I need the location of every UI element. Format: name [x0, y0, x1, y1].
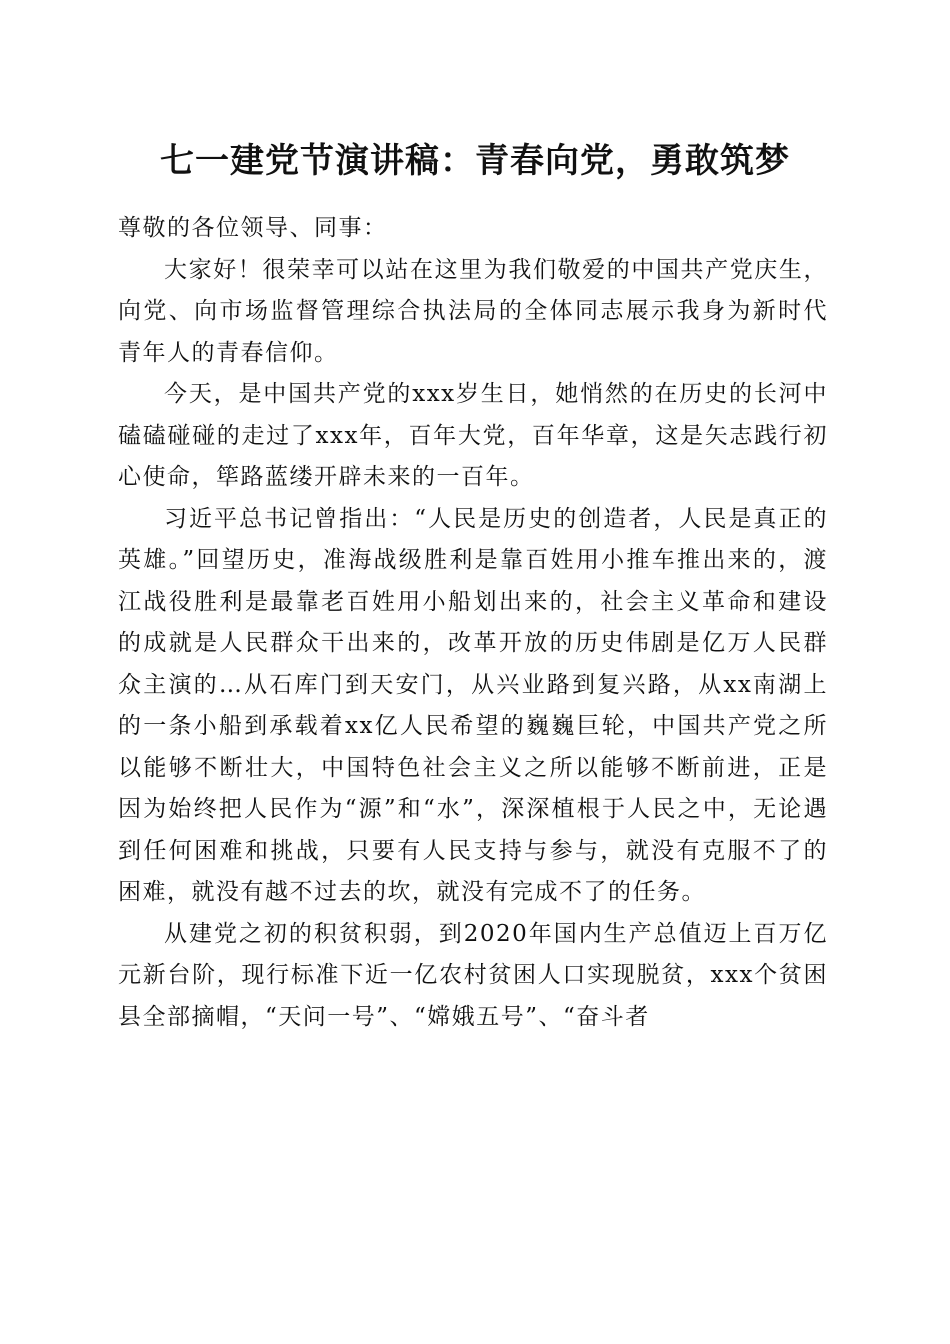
salutation: 尊敬的各位领导、同事：	[118, 215, 388, 241]
paragraph-achievements: 从建党之初的积贫积弱，到2020年国内生产总值迈上百万亿元新台阶，现行标准下近一亿农村贫困人口实现脱贫，xxx个贫困县全部摘帽，“天问一号”、“嫦娥五号”、“奋斗者	[118, 920, 828, 1030]
paragraph-people: 习近平总书记曾指出：“人民是历史的创造者，人民是真正的英雄。”回望历史，准海战级胜利是靠百姓用小推车推出来的，渡江战役胜利是最靠老百姓用小船划出来的，社会主义革命和建设的成就是人民群众干出来的，改革开放的历史伟剧是亿万人民群众主演的…从石库门到天安门，从兴业路到复兴路，从xx南湖上的一条小船到承载着xx亿人民希望的巍巍巨轮，中国共产党之所以能够不断壮大，中国特色社会主义之所以能够不断前进，正是因为始终把人民作为“源”和“水”，深深植根于人民之中，无论遇到任何困难和挑战，只要有人民支持与参与，就没有克服不了的困难，就没有越不过去的坎，就没有完成不了的任务。	[118, 505, 828, 905]
document-body	[118, 208, 828, 1038]
paragraph-anniversary: 今天，是中国共产党的xxx岁生日，她悄然的在历史的长河中磕磕碰碰的走过了xxx年，百年大党，百年华章，这是矢志践行初心使命，筚路蓝缕开辟未来的一百年。	[118, 381, 828, 490]
document-title: 七一建党节演讲稿：青春向党，勇敢筑梦	[160, 141, 790, 181]
paragraph-greeting: 大家好！很荣幸可以站在这里为我们敬爱的中国共产党庆生，向党、向市场监督管理综合执法局的全体同志展示我身为新时代青年人的青春信仰。	[118, 256, 828, 366]
